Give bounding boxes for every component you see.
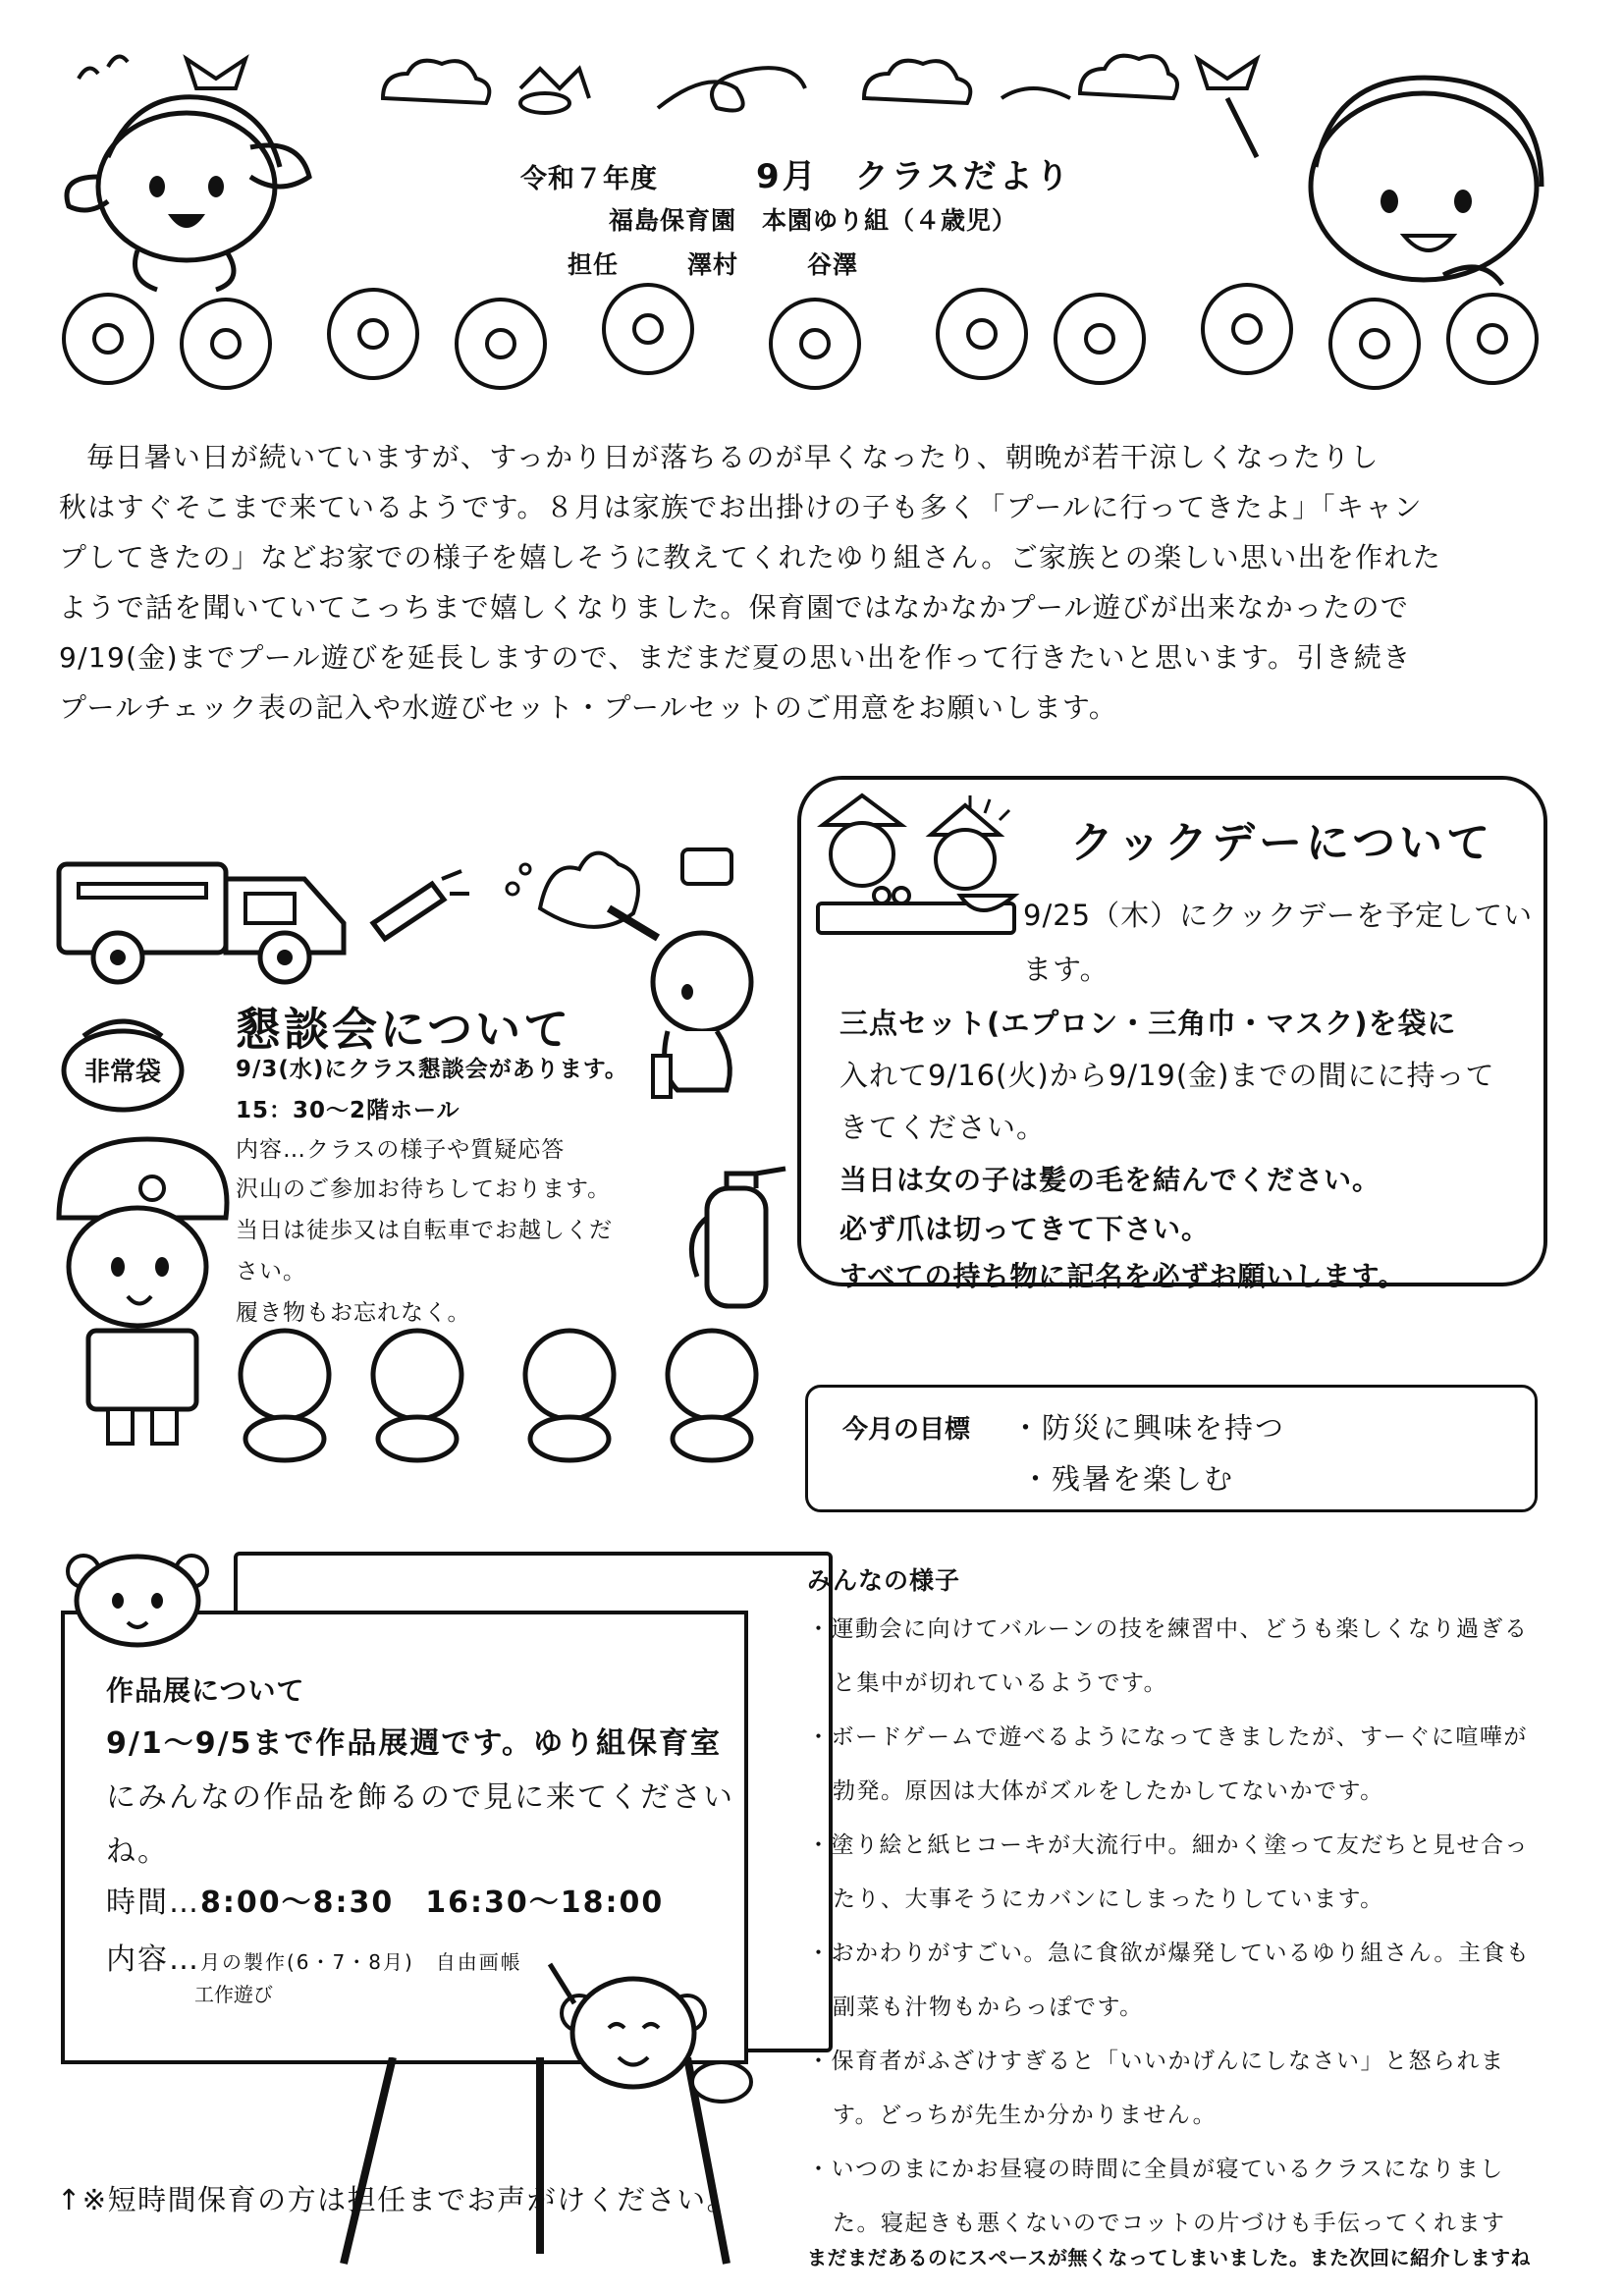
header-line-1: [520, 149, 1072, 197]
kondan-title: 懇談会について: [236, 1003, 572, 1056]
cookday-line: 三点セット(エプロン・三角巾・マスク)を袋に: [839, 1007, 1457, 1040]
works-line: ね。: [106, 1834, 169, 1869]
cookday-notice: 必ず爪は切ってきて下さい。: [839, 1213, 1211, 1245]
works-time-value: 8:00～8:30 16:30～18:00: [200, 1886, 665, 1920]
cookday-notice: すべての持ち物に記名を必ずお願いします。: [839, 1260, 1407, 1292]
kondan-content-line: 沢山のご参加お待ちしております。: [236, 1176, 612, 1202]
works-content-value-2: 工作遊び: [194, 1983, 273, 2006]
monthly-goal-label: 今月の目標: [842, 1415, 971, 1445]
minna-line: 副菜も汁物もからっぽです。: [833, 1995, 1144, 2020]
minna-line: ・保育者がふざけすぎると「いいかげんにしなさい」と怒られま: [807, 2049, 1505, 2074]
kondan-content-line: 履き物もお忘れなく。: [236, 1300, 471, 1326]
intro-paragraph: [59, 432, 1571, 733]
teacher-name-1: 澤村: [687, 250, 739, 279]
flashlight-illustration: [363, 864, 471, 943]
firefighter-child-illustration: [39, 1129, 236, 1453]
minna-title: みんなの様子: [807, 1566, 961, 1595]
footnote: ↑※短時間保育の方は担任までお声がけください。: [57, 2183, 737, 2216]
header-boy-illustration: [1178, 39, 1591, 295]
newsletter-title: 9月 クラスだより: [756, 157, 1072, 196]
works-title: 作品展について: [106, 1674, 305, 1707]
intro-line: 9/19(金)までプール遊びを延長しますので、まだまだ夏の思い出を作って行きたいと思います。引き続き: [59, 641, 1412, 674]
emergency-bag-label: 非常袋: [83, 1058, 162, 1087]
fire-extinguisher-illustration: [677, 1159, 805, 1316]
flower-row-illustration: [39, 270, 1571, 398]
cookday-notice: 当日は女の子は髪の毛を結んでください。: [839, 1164, 1381, 1196]
cookday-title: クックデーについて: [1070, 818, 1494, 868]
cooking-children-illustration: [813, 786, 1039, 953]
kondan-content-line: 当日は徒歩又は自転車でお越しくだ: [236, 1218, 613, 1243]
works-time-label: 時間…: [106, 1886, 200, 1920]
teacher-name-2: 谷澤: [807, 250, 859, 279]
crouching-children-illustration: [221, 1321, 781, 1468]
cookday-line: 入れて9/16(火)から9/19(金)までの間にに持って: [839, 1059, 1495, 1092]
monkey-painter-illustration: [540, 1954, 766, 2131]
fiscal-year: 令和７年度: [520, 164, 658, 194]
intro-line: プしてきたの」などお家での様子を嬉しそうに教えてくれたゆり組さん。ご家族との楽しい思い出を作れた: [59, 541, 1442, 574]
works-line: [106, 1719, 722, 1762]
cookday-line: 9/25（木）にクックデーを予定してい: [1023, 899, 1534, 932]
monthly-goal-item: ・残暑を楽しむ: [1021, 1462, 1235, 1496]
minna-line: ・塗り絵と紙ヒコーキが大流行中。細かく塗って友だちと見せ合っ: [807, 1832, 1529, 1858]
works-content-label: 内容…: [106, 1942, 200, 1977]
minna-line: ・いつのまにかお昼寝の時間に全員が寝ているクラスになりまし: [807, 2157, 1504, 2182]
works-content: [106, 1935, 522, 1978]
school-class-name: 福島保育園 本園ゆり組（４歳児）: [609, 206, 1018, 235]
minna-line: ・運動会に向けてバルーンの技を練習中、どうも楽しくなり過ぎる: [807, 1616, 1529, 1642]
kondan-content-line: さい。: [236, 1259, 306, 1285]
minna-line: たり、大事そうにカバンにしまったりしています。: [833, 1886, 1384, 1912]
cookday-line: きてください。: [839, 1111, 1047, 1144]
minna-line: と集中が切れているようです。: [833, 1670, 1168, 1696]
minna-line: ・おかわりがすごい。急に食欲が爆発しているゆり組さん。主食も: [807, 1941, 1531, 1966]
minna-line: 勃発。原因は大体がズルをしたかしてないかです。: [833, 1778, 1384, 1804]
kondan-content-line: 内容…クラスの様子や質疑応答: [236, 1137, 566, 1163]
intro-line: 秋はすぐそこまで来ているようです。８月は家族でお出掛けの子も多く「プールに行ってきたよ」「キャン: [59, 491, 1423, 523]
intro-line: 毎日暑い日が続いていますが、すっかり日が落ちるのが早くなったり、朝晩が若干涼しくなったりし: [86, 441, 1380, 473]
header-clouds-and-dragonfly: [363, 39, 1188, 128]
minna-line: ・ボードゲームで遊べるようになってきましたが、すーぐに喧嘩が: [807, 1724, 1528, 1750]
minna-footer: まだまだあるのにスペースが無くなってしまいました。また次回に紹介しますね: [807, 2246, 1531, 2269]
cookday-line: ます。: [1023, 953, 1110, 986]
works-time: [106, 1878, 664, 1921]
works-content-value: 月の製作(6・7・8月) 自由画帳: [200, 1950, 522, 1974]
minna-line: た。寝起きも悪くないのでコットの片づけも手伝ってくれます: [833, 2211, 1506, 2236]
fire-truck-illustration: [49, 835, 363, 992]
works-line: 9/1～9/5まで作品展週です。ゆり組保育室: [106, 1726, 723, 1761]
emergency-bag-illustration: [54, 1007, 191, 1115]
intro-line: ようで話を聞いていてこっちまで嬉しくなりました。保育園ではなかなかプール遊びが出来なかったので: [59, 591, 1410, 624]
kondan-date: 9/3(水)にクラス懇談会があります。: [236, 1057, 628, 1082]
minna-line: す。どっちが先生か分かりません。: [833, 2103, 1218, 2128]
minna-list: [807, 1603, 1553, 2251]
kondan-time: 15：30～2階ホール: [236, 1098, 460, 1123]
works-line: にみんなの作品を飾るので見に来てください: [106, 1780, 734, 1815]
teacher-label: 担任: [568, 250, 620, 279]
teachers-line: [568, 246, 927, 281]
intro-line: プールチェック表の記入や水遊びセット・プールセットのご用意をお願いします。: [59, 691, 1118, 724]
monthly-goal-item: ・防災に興味を持つ: [1011, 1411, 1286, 1445]
bear-child-illustration: [59, 1542, 216, 1650]
